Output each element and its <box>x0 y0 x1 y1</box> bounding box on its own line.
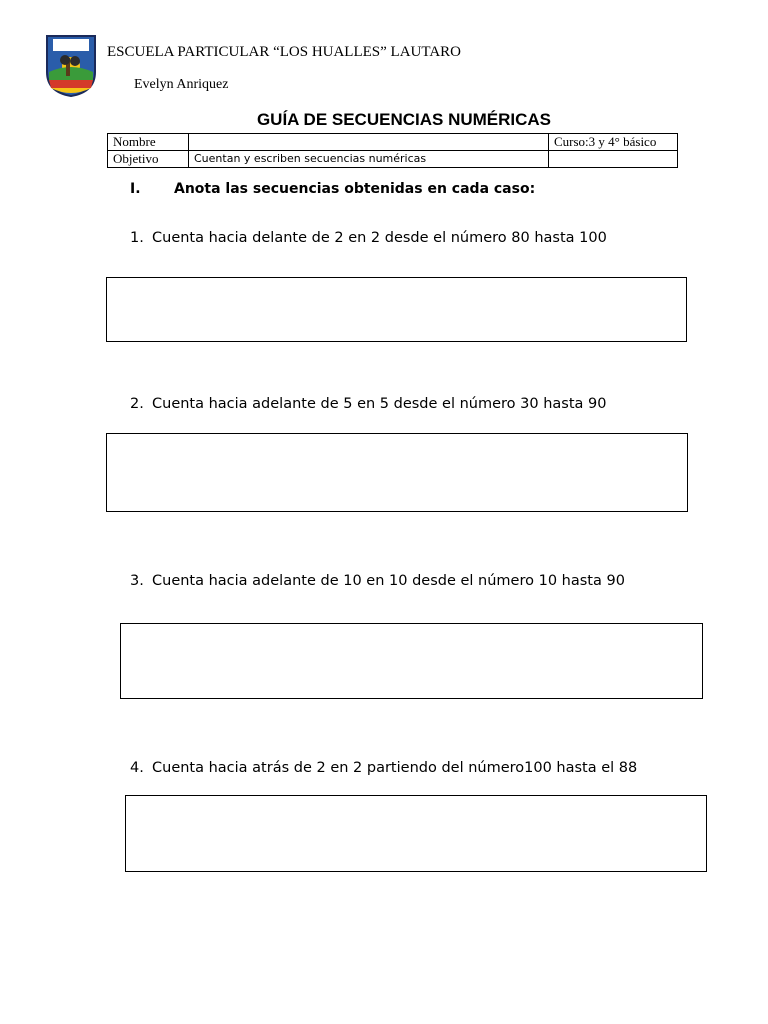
question-text: Cuenta hacia atrás de 2 en 2 partiendo del número100 hasta el 88 <box>152 760 638 776</box>
info-row-name <box>108 134 678 151</box>
question-number: 4. <box>130 760 144 776</box>
answer-box-1[interactable] <box>106 277 687 342</box>
answer-box-2[interactable] <box>106 433 688 512</box>
question-number: 3. <box>130 573 144 589</box>
answer-box-4[interactable] <box>125 795 707 872</box>
school-logo <box>45 32 97 98</box>
question-4 <box>130 760 637 776</box>
school-name: ESCUELA PARTICULAR “LOS HUALLES” LAUTARO <box>107 44 462 60</box>
question-text: Cuenta hacia delante de 2 en 2 desde el número 80 hasta 100 <box>152 230 607 246</box>
question-number: 2. <box>130 396 144 412</box>
name-field[interactable] <box>189 134 549 151</box>
question-1 <box>130 230 607 246</box>
section-text: Anota las secuencias obtenidas en cada caso: <box>174 181 536 197</box>
question-number: 1. <box>130 230 144 246</box>
objective-label: Objetivo <box>108 151 189 168</box>
info-table <box>107 133 678 168</box>
section-heading <box>130 181 535 197</box>
name-label: Nombre <box>108 134 189 151</box>
info-row-objective <box>108 151 678 168</box>
section-number: I. <box>130 181 141 197</box>
question-2 <box>130 396 606 412</box>
question-text: Cuenta hacia adelante de 10 en 10 desde el número 10 hasta 90 <box>152 573 625 589</box>
course-label: Curso:3 y 4° básico <box>549 134 678 151</box>
question-text: Cuenta hacia adelante de 5 en 5 desde el número 30 hasta 90 <box>152 396 607 412</box>
objective-extra-cell[interactable] <box>549 151 678 168</box>
answer-box-3[interactable] <box>120 623 703 699</box>
objective-text: Cuentan y escriben secuencias numéricas <box>189 151 549 168</box>
question-3 <box>130 573 625 589</box>
teacher-name: Evelyn Anriquez <box>134 77 229 92</box>
page-title: GUÍA DE SECUENCIAS NUMÉRICAS <box>256 110 552 129</box>
